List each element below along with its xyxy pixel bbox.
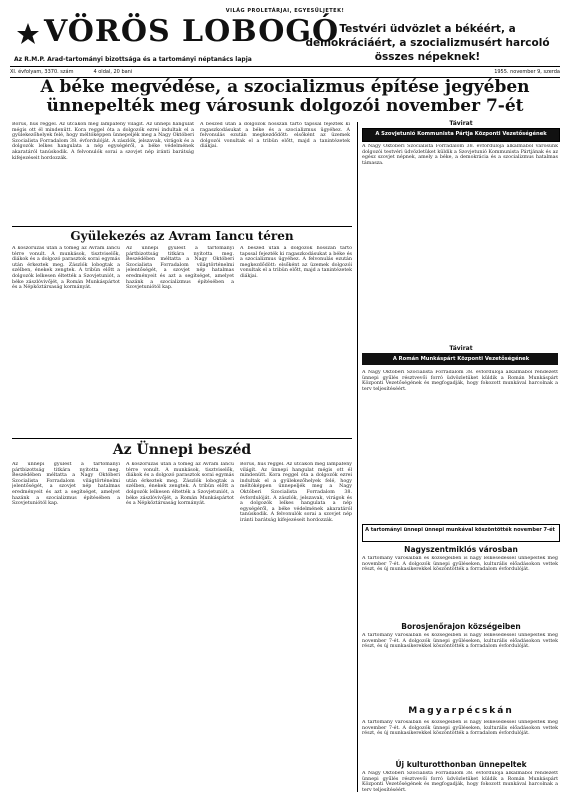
tavirat-1-title: A Szovjetunió Kommunista Pártja Központi Vezetőségének: [375, 131, 547, 137]
lead-article-col2: A beszéd után a dolgozók hosszan tartó tapssal fejezték ki ragaszkodásukat a béke és a szocializmus ügyéhez. A felvonulás ezután megkezdődött: elsőként az üzemek dolgozói vonultak el a tribün előtt, majd a tanintézetek diákjai.: [200, 122, 350, 150]
issue-date: 1955. november 9, szerda: [494, 69, 560, 75]
borosjeno-text: A tartomány városaiban és községeiben is nagy lelkesedéssel ünnepelték meg november 7-ét. A dolgozók ünnepi gyűléseken, kulturális előadásokon vettek részt, és új munkasikerekkel köszöntötték a forradalom évfordulóját.: [362, 633, 558, 650]
borosjeno-heading: Borosjenőrajon községeiben: [401, 622, 521, 631]
tavirat-2-title: A Román Munkáspárt Központi Vezetőségének: [392, 356, 530, 362]
section-beszed-heading: Az Ünnepi beszéd: [112, 442, 252, 458]
kulturotthon-heading: Új kulturotthonban ünnepeltek: [395, 760, 527, 769]
beszed-col-a: Az ünnepi gyűlést a tartományi pártbizottság titkára nyitotta meg. Beszédében méltatta a Nagy Októberi Szocialista Forradalom világtörténelmi jelentőségét, a szovjet nép hatalmas eredményeit és azt a segítséget, amelyet hazánk a szocializmus építésében a Szovjetuniótól kap.: [12, 462, 120, 507]
tavirat-2-kicker: Távirat: [449, 345, 473, 352]
nagyszentmiklos-text: A tartomány városaiban és községeiben is nagy lelkesedéssel ünnepelték meg november 7-ét. A dolgozók ünnepi gyűléseken, kulturális előadásokon vettek részt, és új munkasikerekkel köszöntötték a forradalom évfordulóját.: [362, 556, 558, 573]
red-star-logo: [16, 22, 40, 46]
gyulekezes-col-b: Az ünnepi gyűlést a tartományi pártbizottság titkára nyitotta meg. Beszédében méltatta a Nagy Októberi Szocialista Forradalom világtörténelmi jelentőségét, a szovjet nép hatalmas eredményeit és azt a segítséget, amelyet hazánk a szocializmus építésében a Szovjetuniótól kap.: [126, 246, 234, 291]
tavirat-1-text: A Nagy Októberi Szocialista Forradalom 38. évfordulója alkalmából városunk dolgozói testvéri üdvözletüket küldik a Szovjetunió Kommunista Pártjának és az egész szovjet népnek, amely a béke, a demokrácia és a szocializmus hatalmas támasza.: [362, 144, 558, 166]
beszed-col-b: A koszorúzás után a tömeg az Avram Iancu térre vonult. A munkások, tisztviselők, diákok és a dolgozó parasztok sorai egymás után érkeztek meg. Zászlók lobogtak a szélben, énekek zengtek. A tribün előtt a dolgozók lelkesen éltették a Szovjetuniót, a béke zászlóvivőjét, a Román Munkáspártot és a Népköztársaság kormányát.: [126, 462, 234, 507]
magyarpecska-text: A tartomány városaiban és községeiben is nagy lelkesedéssel ünnepelték meg november 7-ét. A dolgozók ünnepi gyűléseken, kulturális előadásokon vettek részt, és új munkasikerekkel köszöntötték a forradalom évfordulóját.: [362, 720, 558, 737]
kulturotthon-text: A Nagy Októberi Szocialista Forradalom 38. évfordulója alkalmából rendezett ünnepi gyűlés résztvevői forró üdvözletüket küldik a Román Munkáspárt Központi Vezetőségének és megfogadják, hogy fokozott munkával harcolnak a terv teljesítéséért.: [362, 771, 558, 793]
tavirat-2-text: A Nagy Októberi Szocialista Forradalom 38. évfordulója alkalmából rendezett ünnepi gyűlés résztvevői forró üdvözletüket küldik a Román Munkáspárt Központi Vezetőségének és megfogadják, hogy fokozott munkával harcolnak a terv teljesítéséért.: [362, 370, 558, 392]
koszonto-heading: A tartományi ünnepi ünnepi munkával köszöntötték november 7-ét: [365, 527, 555, 533]
newspaper-subtitle: Az R.M.P. Arad-tartományi bizottsága és a tartományi néptanács lapja: [14, 56, 252, 63]
beszed-col-c: Borús, hűs reggel. Az utcákon még lámpafény világít. Az ünnepi hangulat mégis ott él mindenütt. Kora reggel óta a dolgozók ezrei indultak el a gyülekezőhelyek felé, hogy méltóképpen ünnepeljék meg a Nagy Októberi Szocialista Forradalom 38. évfordulóját. A zászlók, jelszavak, virágok és a dolgozók lelkes hangulata a nép egységéről, a béke védelmének akaratáról tanúskodik. A felvonulók sorai a szovjet nép iránti barátság kifejezéseit hordozzák.: [240, 462, 352, 523]
newspaper-title: VÖRÖS LOBOGÓ: [44, 14, 340, 49]
masthead-slogan: Testvéri üdvözlet a békéért, a demokráciáért, a szocializmusért harcoló összes népeknek!: [305, 23, 550, 63]
lead-article: Borús, hűs reggel. Az utcákon még lámpafény világít. Az ünnepi hangulat mégis ott él mindenütt. Kora reggel óta a dolgozók ezrei indultak el a gyülekezőhelyek felé, hogy méltóképpen ünnepeljék meg a Nagy Októberi Szocialista Forradalom 38. évfordulóját. A zászlók, jelszavak, virágok és a dolgozók lelkes hangulata a nép egységéről, a béke védelmének akaratáról tanúskodik. A felvonulók sorai a szovjet nép iránti barátság kifejezéseit hordozzák.: [12, 122, 194, 161]
gyulekezes-col-c: A beszéd után a dolgozók hosszan tartó tapssal fejezték ki ragaszkodásukat a béke és a szocializmus ügyéhez. A felvonulás ezután megkezdődött: elsőként az üzemek dolgozói vonultak el a tribün előtt, majd a tanintézetek diákjai.: [240, 246, 352, 279]
issue-number: XI. évfolyam, 3370. szám: [10, 69, 74, 75]
tavirat-1-kicker: Távirat: [449, 120, 473, 127]
nagyszentmiklos-heading: Nagyszentmiklós városban: [404, 545, 518, 554]
main-headline: A béke megvédése, a szocializmus építése jegyében ünnepelték meg városunk dolgozói november 7-ét: [40, 77, 530, 116]
masthead-top-line: VILÁG PROLETÁRJAI, EGYESÜLJETEK!: [225, 8, 345, 14]
magyarpecska-heading: Magyarpécskán: [408, 706, 514, 716]
gyulekezes-col-a: A koszorúzás után a tömeg az Avram Iancu térre vonult. A munkások, tisztviselők, diákok és a dolgozó parasztok sorai egymás után érkeztek meg. Zászlók lobogtak a szélben, énekek zengtek. A tribün előtt a dolgozók lelkesen éltették a Szovjetuniót, a béke zászlóvivőjét, a Román Munkáspártot és a Népköztársaság kormányát.: [12, 246, 120, 291]
pages-price: 4 oldal, 20 bani: [93, 69, 133, 75]
section-gyulekezes-heading: Gyülekezés az Avram Iancu téren: [70, 229, 294, 243]
